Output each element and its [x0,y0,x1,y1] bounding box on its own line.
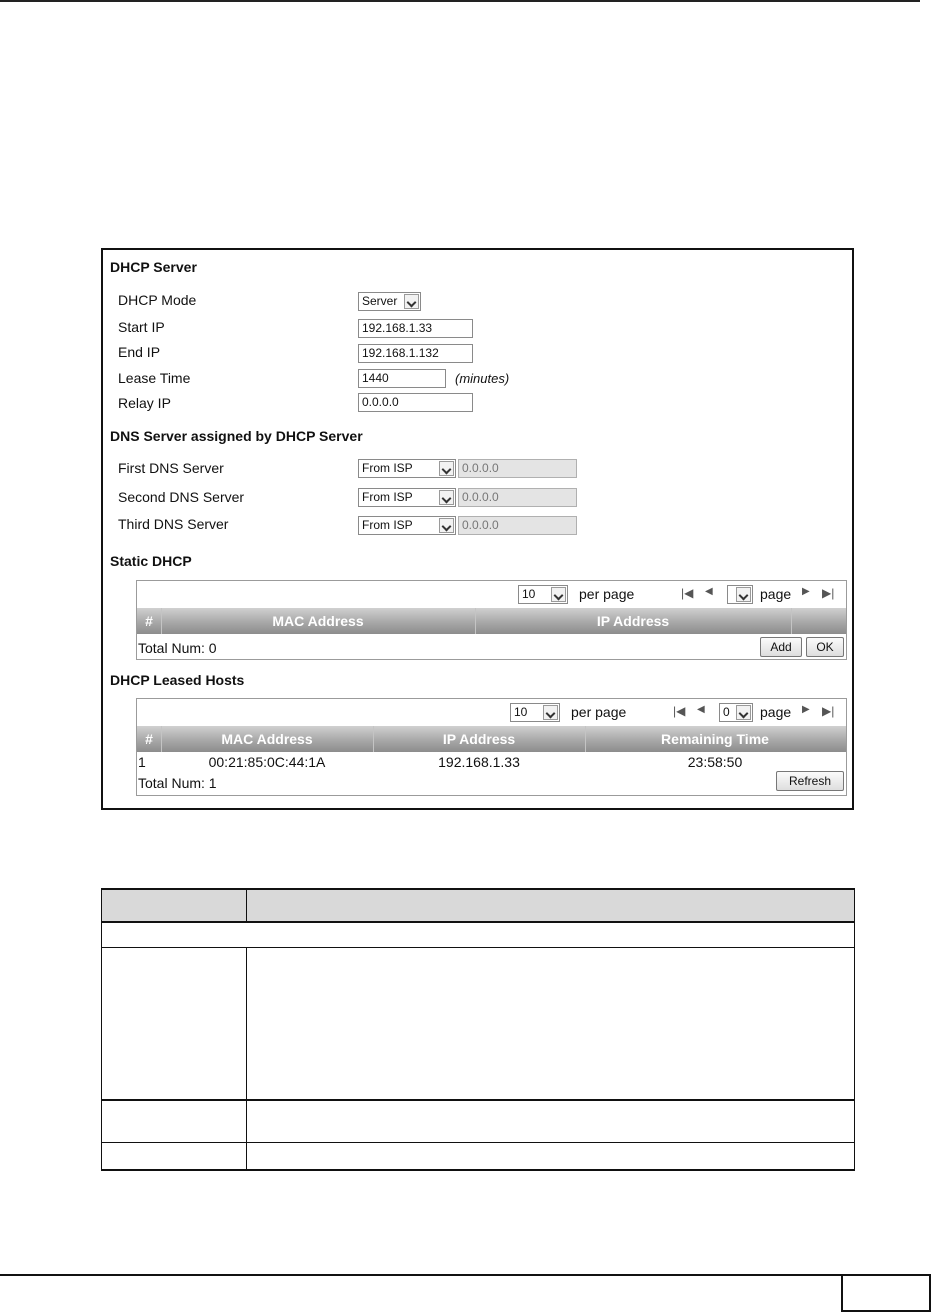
first-dns-ip-input[interactable]: 0.0.0.0 [458,459,577,478]
table-border [101,1169,855,1171]
table-border [246,888,247,923]
next-page-icon[interactable]: ▶ [802,704,810,715]
chevron-down-icon [736,587,751,602]
lease-time-label: Lease Time [118,370,191,386]
first-dns-label: First DNS Server [118,460,224,476]
lease-time-unit: (minutes) [455,371,510,386]
last-page-icon[interactable]: ▶| [822,704,835,718]
second-dns-label: Second DNS Server [118,489,245,505]
end-ip-input[interactable]: 192.168.1.132 [358,344,473,363]
table-border [101,1099,855,1101]
table-border [101,1142,855,1143]
page-number-box [841,1274,931,1312]
chevron-down-icon [439,490,454,505]
leased-total: Total Num: 1 [138,775,217,791]
lease-time-input[interactable]: 1440 [358,369,446,388]
leased-page-select[interactable] [719,703,753,722]
static-total: Total Num: 0 [138,640,217,656]
col-mac: MAC Address [221,731,313,747]
leased-page-label: page [760,704,792,720]
leased-table-header [137,726,846,752]
chevron-down-icon [404,294,419,309]
first-page-icon[interactable]: |◀ [681,586,694,600]
table-border [101,888,102,1171]
table-border [101,921,855,923]
static-table-header [137,608,846,634]
col-separator [791,608,792,634]
chevron-down-icon [543,705,558,720]
last-page-icon[interactable]: ▶| [822,586,835,600]
relay-ip-label: Relay IP [118,395,171,411]
col-num: # [145,731,153,747]
relay-ip-input[interactable]: 0.0.0.0 [358,393,473,412]
static-dhcp-table [136,580,847,660]
dhcp-mode-label: DHCP Mode [118,292,197,308]
ok-button[interactable]: OK [806,637,844,657]
row-mac: 00:21:85:0C:44:1A [208,754,326,770]
col-remaining-time: Remaining Time [661,731,769,747]
static-page-select[interactable] [727,585,753,604]
col-ip: IP Address [596,613,670,629]
first-page-icon[interactable]: |◀ [673,704,686,718]
chevron-down-icon [439,518,454,533]
leased-hosts-title: DHCP Leased Hosts [110,672,245,688]
end-ip-label: End IP [118,344,161,360]
leased-per-page-value: 10 [514,705,528,719]
add-button[interactable]: Add [760,637,802,657]
start-ip-input[interactable]: 192.168.1.33 [358,319,473,338]
static-page-label: page [760,586,792,602]
prev-page-icon[interactable]: ◀ [705,586,713,597]
leased-per-page-select[interactable] [510,703,560,722]
static-per-page-select[interactable] [518,585,568,604]
row-num: 1 [138,754,146,770]
third-dns-mode-select[interactable] [358,516,456,535]
top-rule [0,0,920,2]
next-page-icon[interactable]: ▶ [802,586,810,597]
first-dns-mode-select[interactable] [358,459,456,478]
dhcp-mode-select[interactable] [358,292,421,311]
row-ip: 192.168.1.33 [438,754,520,770]
leased-per-page-label: per page [571,704,627,720]
table-border [246,947,247,1171]
chevron-down-icon [551,587,566,602]
second-dns-mode-select[interactable] [358,488,456,507]
dhcp-server-title: DHCP Server [110,259,197,275]
second-dns-ip-input[interactable]: 0.0.0.0 [458,488,577,507]
static-per-page-value: 10 [522,587,536,601]
description-table-header [101,888,855,921]
leased-hosts-table [136,698,847,796]
table-border [101,888,855,890]
chevron-down-icon [439,461,454,476]
col-ip: IP Address [442,731,516,747]
static-dhcp-title: Static DHCP [110,553,192,569]
refresh-button[interactable]: Refresh [776,771,844,791]
dhcp-mode-value: Server [362,294,398,308]
table-border [101,947,855,948]
static-per-page-label: per page [579,586,635,602]
footer-rule [0,1274,843,1276]
second-dns-mode-value: From ISP [362,490,413,504]
col-num: # [145,613,153,629]
dhcp-screenshot-frame [101,248,854,810]
description-table [101,888,855,1171]
leased-page-value: 0 [723,705,730,719]
third-dns-label: Third DNS Server [118,516,229,532]
dns-section-title: DNS Server assigned by DHCP Server [110,428,363,444]
prev-page-icon[interactable]: ◀ [697,704,705,715]
start-ip-label: Start IP [118,319,165,335]
third-dns-mode-value: From ISP [362,518,413,532]
row-remaining-time: 23:58:50 [687,754,743,770]
table-border [854,888,855,1171]
chevron-down-icon [736,705,751,720]
third-dns-ip-input[interactable]: 0.0.0.0 [458,516,577,535]
first-dns-mode-value: From ISP [362,461,413,475]
col-mac: MAC Address [272,613,364,629]
